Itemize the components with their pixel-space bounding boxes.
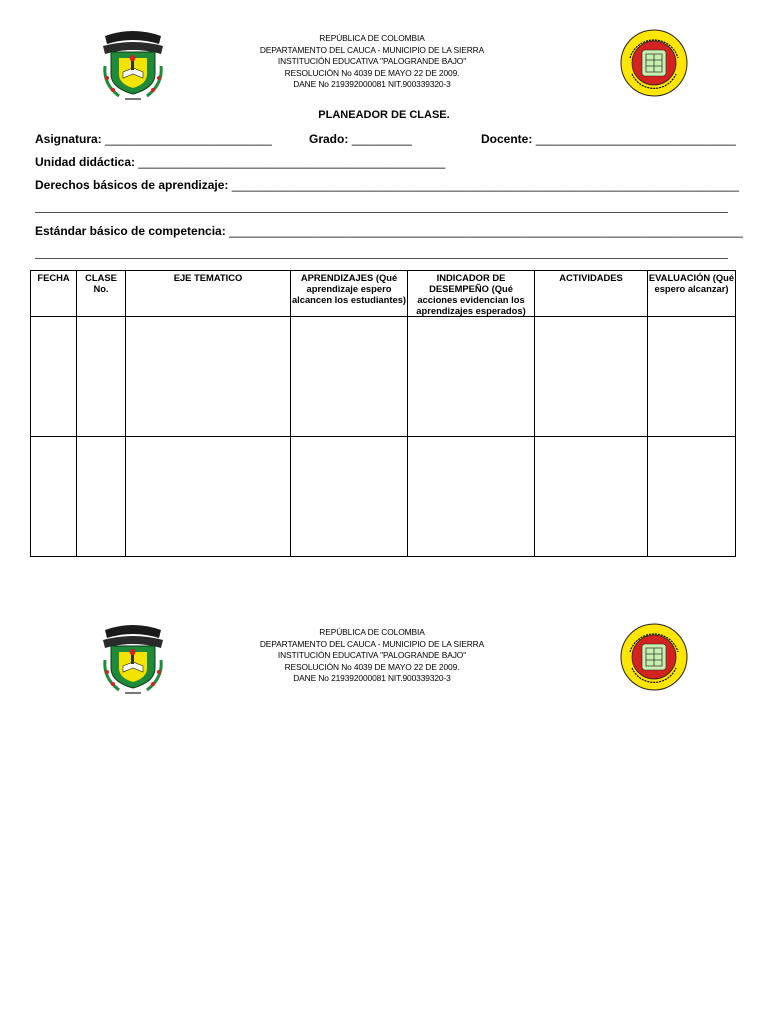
estandar-basico-label: Estándar básico de competencia: [35, 224, 226, 238]
table-cell[interactable] [408, 317, 535, 437]
header-line: DANE No 219392000081 NIT.900339320-3 [293, 79, 451, 90]
school-crest-logo [97, 28, 169, 104]
municipality-seal-logo [620, 622, 688, 692]
estandar-basico-field[interactable] [35, 224, 743, 238]
estandar-continuation-line[interactable] [35, 258, 728, 259]
table-header-row [31, 271, 736, 317]
header-line: DEPARTAMENTO DEL CAUCA - MUNICIPIO DE LA SIERRA [259, 44, 485, 55]
asignatura-field[interactable] [35, 132, 272, 146]
header-line: DEPARTAMENTO DEL CAUCA - MUNICIPIO DE LA SIERRA [259, 638, 485, 649]
table-cell[interactable] [535, 317, 648, 437]
col-header-aprendizajes: APRENDIZAJES (Qué aprendizaje espero alcancen los estudiantes) [291, 271, 408, 317]
derechos-basicos-blank[interactable]: ____________________________________________________________________________ [231, 178, 739, 192]
table-cell[interactable] [126, 317, 291, 437]
docente-label: Docente: [481, 132, 533, 146]
asignatura-label: Asignatura: [35, 132, 102, 146]
grado-label: Grado: [309, 132, 349, 146]
table-cell[interactable] [77, 437, 126, 557]
class-plan-table [30, 270, 736, 557]
table-cell[interactable] [291, 437, 408, 557]
asignatura-blank[interactable]: _________________________ [105, 132, 272, 146]
unidad-didactica-blank[interactable]: ______________________________________________ [138, 155, 446, 169]
header-line: RESOLUCIÓN No 4039 DE MAYO 22 DE 2009. [284, 67, 460, 78]
col-header-indicador: INDICADOR DE DESEMPEÑO (Qué acciones evidencian los aprendizajes esperados) [408, 271, 535, 317]
header-line: RESOLUCIÓN No 4039 DE MAYO 22 DE 2009. [284, 661, 460, 672]
page-title: PLANEADOR DE CLASE. [318, 109, 450, 121]
school-crest-logo [97, 622, 169, 698]
derechos-continuation-line[interactable] [35, 212, 728, 213]
header-line: INSTITUCIÓN EDUCATIVA "PALOGRANDE BAJO" [277, 56, 467, 67]
docente-blank[interactable]: ______________________________ [535, 132, 736, 146]
institution-info [250, 627, 494, 685]
grado-blank[interactable]: _________ [351, 132, 412, 146]
col-header-fecha: FECHA [31, 271, 77, 317]
derechos-basicos-field[interactable] [35, 178, 739, 192]
institution-info [250, 33, 494, 91]
header-line: REPÚBLICA DE COLOMBIA [319, 33, 425, 43]
col-header-eje-tematico: EJE TEMATICO [126, 271, 291, 317]
header-line: INSTITUCIÓN EDUCATIVA "PALOGRANDE BAJO" [277, 650, 467, 661]
table-cell[interactable] [648, 317, 736, 437]
header-line: REPÚBLICA DE COLOMBIA [319, 627, 425, 637]
derechos-basicos-label: Derechos básicos de aprendizaje: [35, 178, 229, 192]
document-header-page-2 [0, 622, 768, 702]
table-cell[interactable] [408, 437, 535, 557]
col-header-evaluacion: EVALUACIÓN (Qué espero alcanzar) [648, 271, 736, 317]
header-line: DANE No 219392000081 NIT.900339320-3 [293, 673, 451, 684]
unidad-didactica-field[interactable] [35, 155, 445, 169]
table-row [31, 317, 736, 437]
grado-field[interactable] [309, 132, 412, 146]
table-row [31, 437, 736, 557]
table-cell[interactable] [77, 317, 126, 437]
col-header-clase: CLASE No. [77, 271, 126, 317]
table-cell[interactable] [535, 437, 648, 557]
table-cell[interactable] [31, 437, 77, 557]
col-header-actividades: ACTIVIDADES [535, 271, 648, 317]
municipality-seal-logo [620, 28, 688, 98]
estandar-basico-blank[interactable]: _____________________________________________________________________________ [229, 224, 743, 238]
table-cell[interactable] [648, 437, 736, 557]
document-header [0, 28, 768, 108]
docente-field[interactable] [481, 132, 736, 146]
unidad-didactica-label: Unidad didáctica: [35, 155, 136, 169]
table-cell[interactable] [31, 317, 77, 437]
table-cell[interactable] [126, 437, 291, 557]
table-cell[interactable] [291, 317, 408, 437]
